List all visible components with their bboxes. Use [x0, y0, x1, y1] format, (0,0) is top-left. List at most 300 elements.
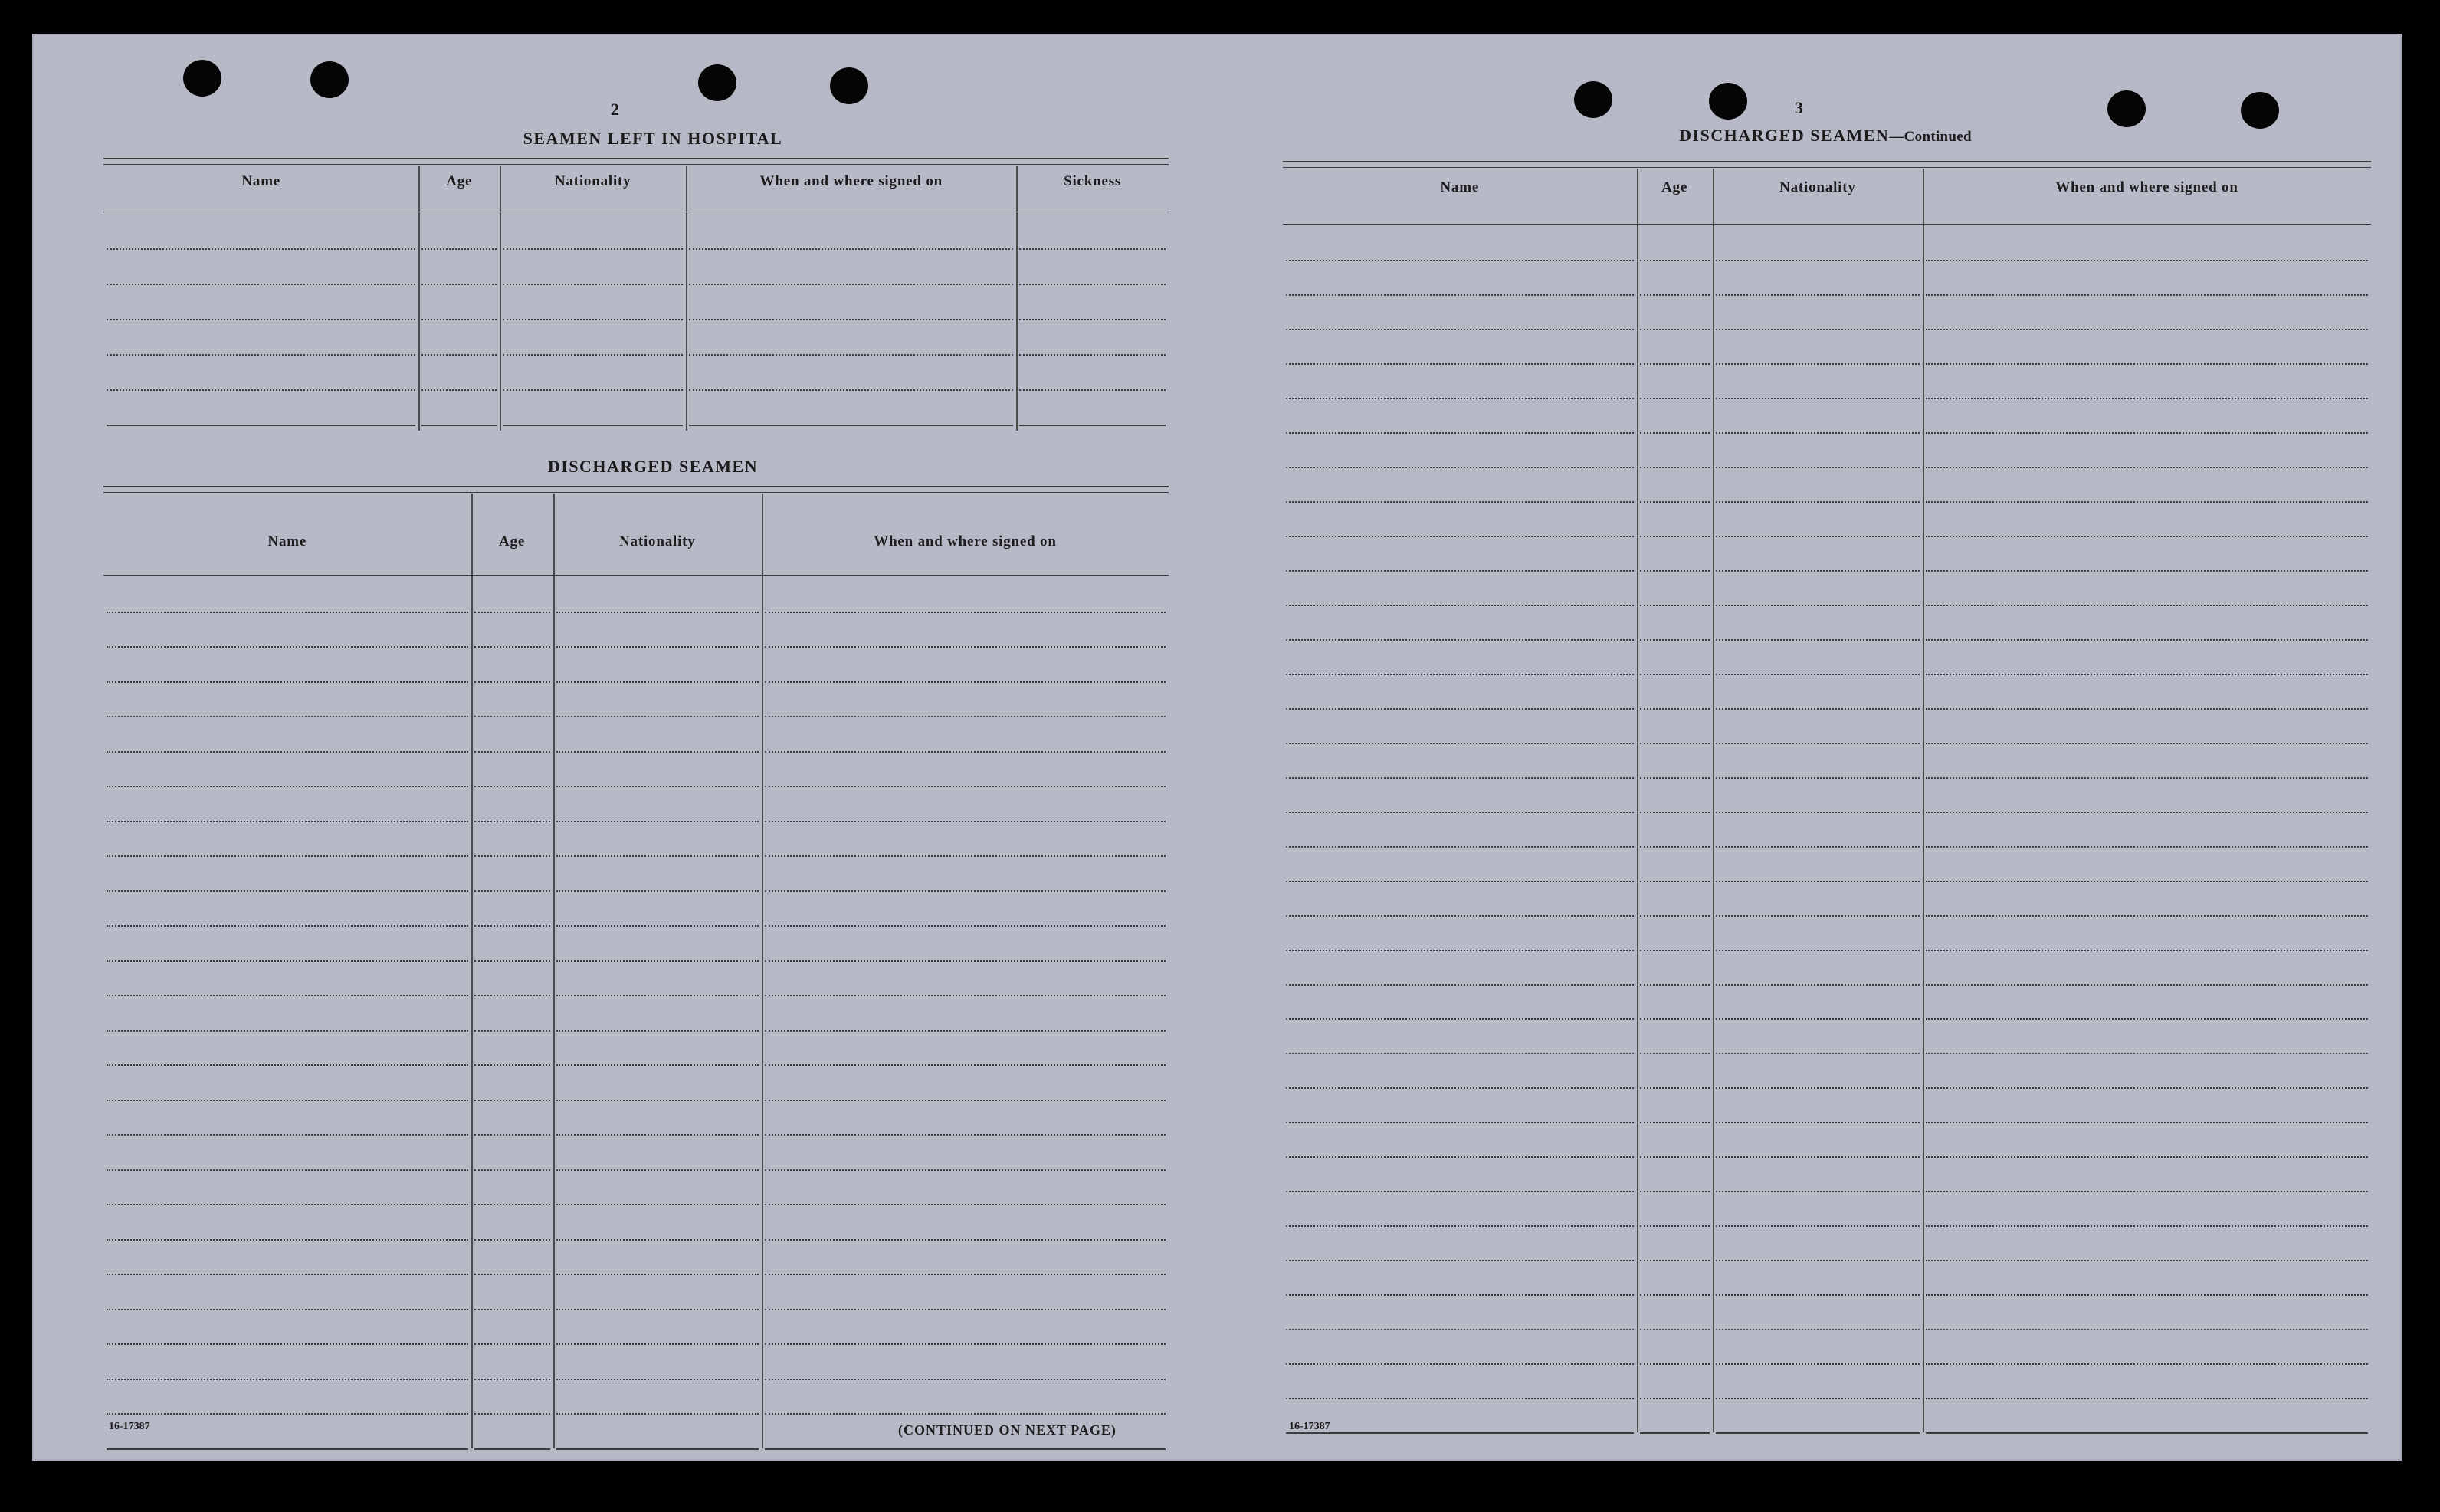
row-rule — [765, 1239, 1166, 1241]
column-divider — [1713, 169, 1714, 1432]
row-rule — [1926, 1398, 2368, 1399]
column-divider — [1016, 166, 1018, 431]
row-rule — [1640, 536, 1710, 537]
hospital-table — [103, 158, 1169, 480]
row-rule — [765, 821, 1166, 822]
row-rule — [474, 1100, 550, 1101]
row-rule — [765, 612, 1166, 613]
row-rule — [1019, 319, 1166, 320]
table-top-rule — [103, 492, 1169, 493]
row-rule — [556, 646, 759, 648]
row-rule — [1716, 1122, 1920, 1123]
row-rule — [107, 284, 415, 285]
row-rule — [1640, 1363, 1710, 1365]
row-rule — [474, 612, 550, 613]
row-rule — [1716, 1329, 1920, 1330]
row-rule — [1716, 777, 1920, 779]
row-rule — [1716, 1156, 1920, 1158]
row-rule — [107, 890, 468, 892]
row-rule — [474, 646, 550, 648]
row-rule — [107, 716, 468, 717]
row-rule — [1640, 363, 1710, 365]
row-rule — [765, 751, 1166, 753]
row-rule — [107, 1064, 468, 1066]
column-header-nationality: Nationality — [554, 173, 631, 189]
row-rule — [1640, 1398, 1710, 1399]
column-divider — [1637, 169, 1638, 1432]
row-rule — [1926, 1260, 2368, 1261]
row-rule — [474, 890, 550, 892]
column-divider — [762, 494, 763, 1448]
row-rule — [1640, 329, 1710, 330]
row-rule — [1640, 1018, 1710, 1020]
row-rule — [107, 1413, 468, 1415]
row-rule — [1019, 389, 1166, 391]
row-rule — [1640, 1053, 1710, 1054]
row-rule — [1926, 1191, 2368, 1192]
row-rule — [1640, 881, 1710, 882]
row-rule — [107, 681, 468, 683]
row-rule — [1640, 501, 1710, 503]
row-rule — [1286, 777, 1634, 779]
row-rule — [474, 960, 550, 962]
row-rule — [1926, 915, 2368, 917]
row-rule — [1286, 1191, 1634, 1192]
punch-hole — [698, 64, 736, 101]
row-rule — [556, 890, 759, 892]
column-header-name: Name — [267, 533, 307, 549]
column-divider — [553, 494, 555, 1448]
row-rule — [474, 1274, 550, 1275]
column-header-age: Age — [446, 173, 473, 189]
row-rule — [556, 786, 759, 787]
row-rule — [503, 319, 683, 320]
row-rule — [1286, 708, 1634, 710]
row-rule — [474, 1204, 550, 1205]
row-rule — [1716, 363, 1920, 365]
row-rule — [1926, 329, 2368, 330]
row-rule — [1926, 1156, 2368, 1158]
row-rule — [107, 248, 415, 250]
punch-hole — [2107, 90, 2146, 127]
row-rule — [1716, 467, 1920, 468]
row-rule — [1926, 432, 2368, 434]
row-rule — [1716, 501, 1920, 503]
row-rule — [1926, 605, 2368, 606]
row-rule — [556, 1343, 759, 1345]
table-top-rule — [103, 164, 1169, 165]
row-rule — [1286, 743, 1634, 744]
row-rule — [1286, 1329, 1634, 1330]
row-rule — [556, 960, 759, 962]
row-rule — [1926, 1294, 2368, 1296]
row-rule — [1640, 708, 1710, 710]
row-rule — [1286, 1225, 1634, 1227]
row-rule — [1926, 260, 2368, 261]
row-rule — [765, 890, 1166, 892]
row-rule — [1286, 605, 1634, 606]
row-rule — [107, 425, 415, 426]
row-rule — [1640, 1432, 1710, 1434]
row-rule — [1716, 1260, 1920, 1261]
column-header-name: Name — [1440, 179, 1480, 195]
row-rule — [1926, 398, 2368, 399]
row-rule — [1640, 674, 1710, 675]
row-rule — [1926, 501, 2368, 503]
row-rule — [1286, 536, 1634, 537]
row-rule — [1716, 329, 1920, 330]
row-rule — [1716, 674, 1920, 675]
row-rule — [1716, 846, 1920, 848]
row-rule — [1019, 425, 1166, 426]
row-rule — [1716, 1363, 1920, 1365]
row-rule — [503, 425, 683, 426]
continued-note: (CONTINUED ON NEXT PAGE) — [898, 1422, 1117, 1438]
row-rule — [1286, 674, 1634, 675]
row-rule — [1716, 812, 1920, 813]
discharged-table — [103, 486, 1169, 1436]
row-rule — [1286, 570, 1634, 572]
row-rule — [1286, 501, 1634, 503]
row-rule — [503, 284, 683, 285]
row-rule — [765, 1030, 1166, 1032]
row-rule — [1640, 639, 1710, 641]
row-rule — [1926, 570, 2368, 572]
row-rule — [1640, 950, 1710, 951]
column-header-nationality: Nationality — [619, 533, 696, 549]
row-rule — [474, 1309, 550, 1310]
row-rule — [765, 960, 1166, 962]
row-rule — [1286, 1294, 1634, 1296]
column-header-age: Age — [1661, 179, 1688, 195]
row-rule — [1286, 1156, 1634, 1158]
row-rule — [1640, 398, 1710, 399]
row-rule — [1640, 260, 1710, 261]
row-rule — [765, 681, 1166, 683]
row-rule — [421, 319, 497, 320]
row-rule — [1286, 329, 1634, 330]
row-rule — [1640, 1087, 1710, 1089]
row-rule — [1716, 1398, 1920, 1399]
row-rule — [421, 284, 497, 285]
row-rule — [1640, 812, 1710, 813]
row-rule — [1286, 1398, 1634, 1399]
table-top-rule — [103, 158, 1169, 159]
row-rule — [556, 821, 759, 822]
row-rule — [1286, 1087, 1634, 1089]
row-rule — [1926, 1122, 2368, 1123]
row-rule — [1640, 915, 1710, 917]
row-rule — [107, 960, 468, 962]
row-rule — [107, 751, 468, 753]
row-rule — [107, 786, 468, 787]
punch-hole — [310, 61, 349, 98]
row-rule — [556, 1100, 759, 1101]
row-rule — [474, 1169, 550, 1171]
row-rule — [1926, 743, 2368, 744]
row-rule — [556, 716, 759, 717]
row-rule — [1286, 1053, 1634, 1054]
punch-hole — [830, 67, 868, 104]
row-rule — [765, 1064, 1166, 1066]
row-rule — [474, 821, 550, 822]
row-rule — [503, 354, 683, 356]
row-rule — [474, 1448, 550, 1450]
row-rule — [1286, 1363, 1634, 1365]
row-rule — [1286, 1432, 1634, 1434]
row-rule — [1640, 743, 1710, 744]
row-rule — [107, 319, 415, 320]
row-rule — [107, 821, 468, 822]
row-rule — [1640, 1156, 1710, 1158]
row-rule — [689, 248, 1013, 250]
row-rule — [1286, 639, 1634, 641]
row-rule — [765, 1448, 1166, 1450]
row-rule — [1716, 881, 1920, 882]
page-number: 3 — [1795, 98, 1803, 117]
row-rule — [107, 1274, 468, 1275]
row-rule — [556, 1064, 759, 1066]
row-rule — [107, 1379, 468, 1380]
column-divider — [686, 166, 687, 431]
row-rule — [556, 1413, 759, 1415]
row-rule — [556, 1204, 759, 1205]
row-rule — [556, 751, 759, 753]
row-rule — [689, 389, 1013, 391]
column-header-when-and-where-signed-on: When and where signed on — [874, 533, 1057, 549]
row-rule — [1926, 294, 2368, 296]
hospital-section-title: SEAMEN LEFT IN HOSPITAL — [523, 129, 783, 148]
punch-hole — [1709, 83, 1747, 120]
row-rule — [556, 1448, 759, 1450]
row-rule — [1926, 777, 2368, 779]
row-rule — [1926, 674, 2368, 675]
row-rule — [107, 646, 468, 648]
row-rule — [556, 1309, 759, 1310]
row-rule — [107, 1309, 468, 1310]
row-rule — [1286, 881, 1634, 882]
row-rule — [1926, 363, 2368, 365]
row-rule — [1640, 984, 1710, 986]
row-rule — [765, 1309, 1166, 1310]
row-rule — [1926, 881, 2368, 882]
row-rule — [107, 1169, 468, 1171]
row-rule — [1640, 1294, 1710, 1296]
row-rule — [556, 1169, 759, 1171]
row-rule — [1926, 812, 2368, 813]
row-rule — [765, 1169, 1166, 1171]
row-rule — [1716, 1053, 1920, 1054]
row-rule — [1926, 639, 2368, 641]
row-rule — [1640, 777, 1710, 779]
punch-hole — [2241, 92, 2279, 129]
row-rule — [1926, 950, 2368, 951]
row-rule — [1716, 950, 1920, 951]
row-rule — [765, 1274, 1166, 1275]
row-rule — [1019, 248, 1166, 250]
row-rule — [1926, 1225, 2368, 1227]
row-rule — [1286, 432, 1634, 434]
row-rule — [765, 925, 1166, 927]
row-rule — [474, 1030, 550, 1032]
row-rule — [1640, 605, 1710, 606]
row-rule — [474, 1134, 550, 1136]
row-rule — [1286, 467, 1634, 468]
row-rule — [474, 855, 550, 857]
row-rule — [1716, 294, 1920, 296]
row-rule — [107, 612, 468, 613]
row-rule — [765, 1379, 1166, 1380]
row-rule — [1716, 605, 1920, 606]
row-rule — [1716, 1294, 1920, 1296]
column-header-sickness: Sickness — [1064, 173, 1122, 189]
row-rule — [1926, 1329, 2368, 1330]
row-rule — [765, 786, 1166, 787]
row-rule — [107, 1343, 468, 1345]
row-rule — [474, 786, 550, 787]
title-main: DISCHARGED SEAMEN — [1679, 126, 1890, 145]
header-rule — [1283, 224, 2371, 225]
row-rule — [765, 995, 1166, 996]
row-rule — [107, 1448, 468, 1450]
row-rule — [556, 1030, 759, 1032]
row-rule — [474, 716, 550, 717]
row-rule — [1640, 467, 1710, 468]
row-rule — [1286, 846, 1634, 848]
row-rule — [1716, 1432, 1920, 1434]
row-rule — [556, 1379, 759, 1380]
row-rule — [107, 1030, 468, 1032]
row-rule — [1640, 432, 1710, 434]
row-rule — [1926, 1053, 2368, 1054]
row-rule — [556, 681, 759, 683]
row-rule — [474, 1413, 550, 1415]
row-rule — [1286, 363, 1634, 365]
column-divider — [1923, 169, 1924, 1432]
row-rule — [765, 716, 1166, 717]
row-rule — [1716, 915, 1920, 917]
column-header-age: Age — [499, 533, 526, 549]
row-rule — [1286, 915, 1634, 917]
row-rule — [474, 1064, 550, 1066]
row-rule — [556, 855, 759, 857]
row-rule — [1640, 1191, 1710, 1192]
column-header-nationality: Nationality — [1779, 179, 1856, 195]
row-rule — [1286, 1122, 1634, 1123]
row-rule — [1926, 1432, 2368, 1434]
row-rule — [421, 425, 497, 426]
row-rule — [1716, 743, 1920, 744]
discharged-section-title: DISCHARGED SEAMEN — [547, 457, 759, 476]
row-rule — [107, 995, 468, 996]
row-rule — [689, 425, 1013, 426]
row-rule — [1716, 1191, 1920, 1192]
row-rule — [107, 1239, 468, 1241]
punch-hole — [183, 60, 221, 97]
row-rule — [1926, 708, 2368, 710]
row-rule — [1640, 1260, 1710, 1261]
row-rule — [1716, 260, 1920, 261]
row-rule — [474, 1343, 550, 1345]
row-rule — [1716, 984, 1920, 986]
header-rule — [103, 575, 1169, 576]
row-rule — [421, 248, 497, 250]
row-rule — [107, 1204, 468, 1205]
row-rule — [1716, 1225, 1920, 1227]
row-rule — [1286, 294, 1634, 296]
row-rule — [421, 354, 497, 356]
row-rule — [556, 1239, 759, 1241]
row-rule — [1926, 467, 2368, 468]
punch-hole — [1574, 81, 1612, 118]
title-sub: —Continued — [1889, 129, 1972, 145]
row-rule — [1716, 432, 1920, 434]
row-rule — [1716, 1018, 1920, 1020]
row-rule — [1716, 1087, 1920, 1089]
row-rule — [556, 995, 759, 996]
row-rule — [474, 1379, 550, 1380]
row-rule — [107, 1100, 468, 1101]
discharged-continued-title — [1573, 126, 2078, 146]
row-rule — [765, 855, 1166, 857]
column-divider — [471, 494, 473, 1448]
row-rule — [689, 354, 1013, 356]
column-divider — [500, 166, 501, 431]
table-top-rule — [1283, 161, 2371, 162]
row-rule — [1926, 846, 2368, 848]
column-header-when-and-where-signed-on: When and where signed on — [759, 173, 943, 189]
row-rule — [107, 925, 468, 927]
row-rule — [1286, 1260, 1634, 1261]
column-divider — [418, 166, 420, 431]
row-rule — [421, 389, 497, 391]
row-rule — [1286, 984, 1634, 986]
row-rule — [556, 1274, 759, 1275]
row-rule — [1286, 950, 1634, 951]
row-rule — [1286, 398, 1634, 399]
row-rule — [474, 751, 550, 753]
row-rule — [107, 855, 468, 857]
row-rule — [107, 354, 415, 356]
row-rule — [1019, 354, 1166, 356]
row-rule — [1926, 1363, 2368, 1365]
row-rule — [1716, 536, 1920, 537]
row-rule — [1286, 1018, 1634, 1020]
row-rule — [1019, 284, 1166, 285]
row-rule — [1716, 708, 1920, 710]
row-rule — [474, 995, 550, 996]
row-rule — [765, 1343, 1166, 1345]
row-rule — [1926, 536, 2368, 537]
row-rule — [474, 681, 550, 683]
row-rule — [107, 1134, 468, 1136]
row-rule — [765, 1100, 1166, 1101]
row-rule — [765, 1413, 1166, 1415]
row-rule — [1640, 1225, 1710, 1227]
row-rule — [474, 925, 550, 927]
row-rule — [503, 248, 683, 250]
form-code: 16-17387 — [109, 1421, 150, 1432]
row-rule — [556, 1134, 759, 1136]
column-header-when-and-where-signed-on: When and where signed on — [2055, 179, 2238, 195]
row-rule — [1716, 639, 1920, 641]
row-rule — [765, 1134, 1166, 1136]
table-top-rule — [1283, 167, 2371, 168]
row-rule — [1640, 1122, 1710, 1123]
row-rule — [556, 925, 759, 927]
page-number: 2 — [611, 100, 619, 119]
row-rule — [1926, 1087, 2368, 1089]
